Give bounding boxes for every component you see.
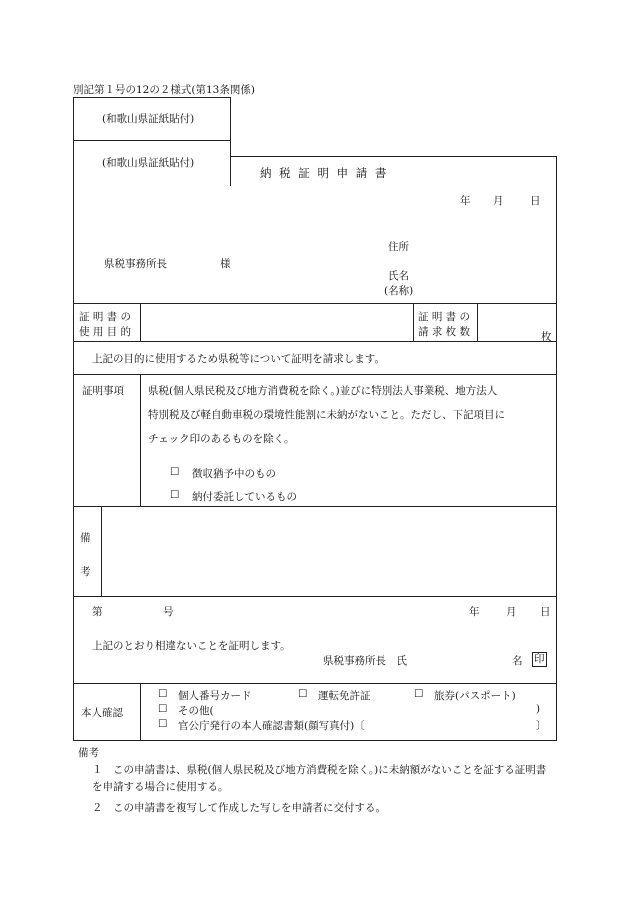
option-passport: 旅券(パスポート): [434, 690, 516, 702]
application-day: 日: [530, 195, 541, 207]
option-collection-suspended: 徴収猶予中のもの: [192, 468, 276, 480]
option-other: その他(: [178, 705, 214, 717]
name-label-alt: (名称): [384, 285, 414, 297]
option-drivers-license: 運転免許証: [318, 690, 371, 702]
application-year: 年: [460, 195, 471, 207]
remarks-label-1: 備: [80, 532, 91, 544]
certification-text-line-3: チェック印のあるものを除く。: [148, 433, 295, 445]
checkbox-icon[interactable]: ☐: [170, 489, 180, 501]
option-official-close: 〕: [536, 720, 547, 732]
address-label: 住所: [388, 241, 409, 253]
purpose-label-line-1: 証 明 書 の: [79, 311, 132, 323]
checkbox-icon[interactable]: ☐: [298, 688, 308, 700]
checkbox-icon[interactable]: ☐: [158, 688, 168, 700]
certification-text-line-2: 特別税及び軽自動車税の環境性能割に未納がないこと。ただし、下記項目に: [148, 409, 505, 421]
addressee-honorific: 様: [220, 258, 231, 270]
request-statement: 上記の目的に使用するため県税等について証明を請求します。: [92, 353, 385, 365]
note-item-1: １ この申請書は、県税(個人県民税及び地方消費税を除く。)に未納額がないことを証する証明書を申請する場合に使用する。: [92, 764, 547, 793]
application-month: 月: [493, 195, 504, 207]
revenue-stamp-area-1: (和歌山県証紙貼付): [102, 113, 195, 125]
revenue-stamp-area-2: (和歌山県証紙貼付): [102, 157, 195, 169]
certificate-statement: 上記のとおり相違ないことを証明します。: [92, 640, 291, 652]
certification-label: 証明事項: [82, 385, 124, 397]
copies-label-line-2: 請 求 枚 数: [418, 326, 471, 338]
certificate-year: 年: [469, 606, 480, 618]
remarks-label-2: 考: [80, 566, 91, 578]
checkbox-icon[interactable]: ☐: [414, 688, 424, 700]
certification-text-line-1: 県税(個人県民税及び地方消費税を除く。)並びに特別法人事業税、地方法人: [148, 385, 498, 397]
copies-label-line-1: 証 明 書 の: [418, 311, 471, 323]
option-mynumber-card: 個人番号カード: [178, 690, 252, 702]
option-official-photo-id: 官公庁発行の本人確認書類(顔写真付)〔: [178, 720, 365, 732]
addressee-office: 県税事務所長: [104, 258, 167, 270]
name-label: 氏名: [388, 270, 409, 282]
checkbox-icon[interactable]: ☐: [158, 718, 168, 730]
option-other-close: ): [536, 703, 541, 715]
note-item-2: ２ この申請書を複写して作成した写しを申請者に交付する。: [92, 802, 386, 814]
checkbox-icon[interactable]: ☐: [170, 466, 180, 478]
checkbox-icon[interactable]: ☐: [158, 703, 168, 715]
certificate-day: 日: [540, 606, 551, 618]
purpose-label-line-2: 使 用 目 的: [79, 326, 132, 338]
option-payment-entrusted: 納付委託しているもの: [192, 491, 297, 503]
document-title: 納 税 証 明 申 請 書: [260, 166, 389, 180]
certificate-number-prefix: 第: [92, 606, 103, 618]
form-label: 別記第１号の12の２様式(第13条関係): [73, 84, 255, 96]
certificate-issuer-name: 名: [512, 655, 523, 667]
certificate-number-suffix: 号: [163, 606, 174, 618]
copies-unit: 枚: [541, 331, 552, 343]
seal-mark: 印: [534, 653, 545, 665]
identity-label: 本人確認: [81, 707, 123, 719]
notes-heading: 備考: [78, 747, 99, 759]
certificate-issuer: 県税事務所長 氏: [323, 655, 407, 667]
certificate-month: 月: [506, 606, 517, 618]
